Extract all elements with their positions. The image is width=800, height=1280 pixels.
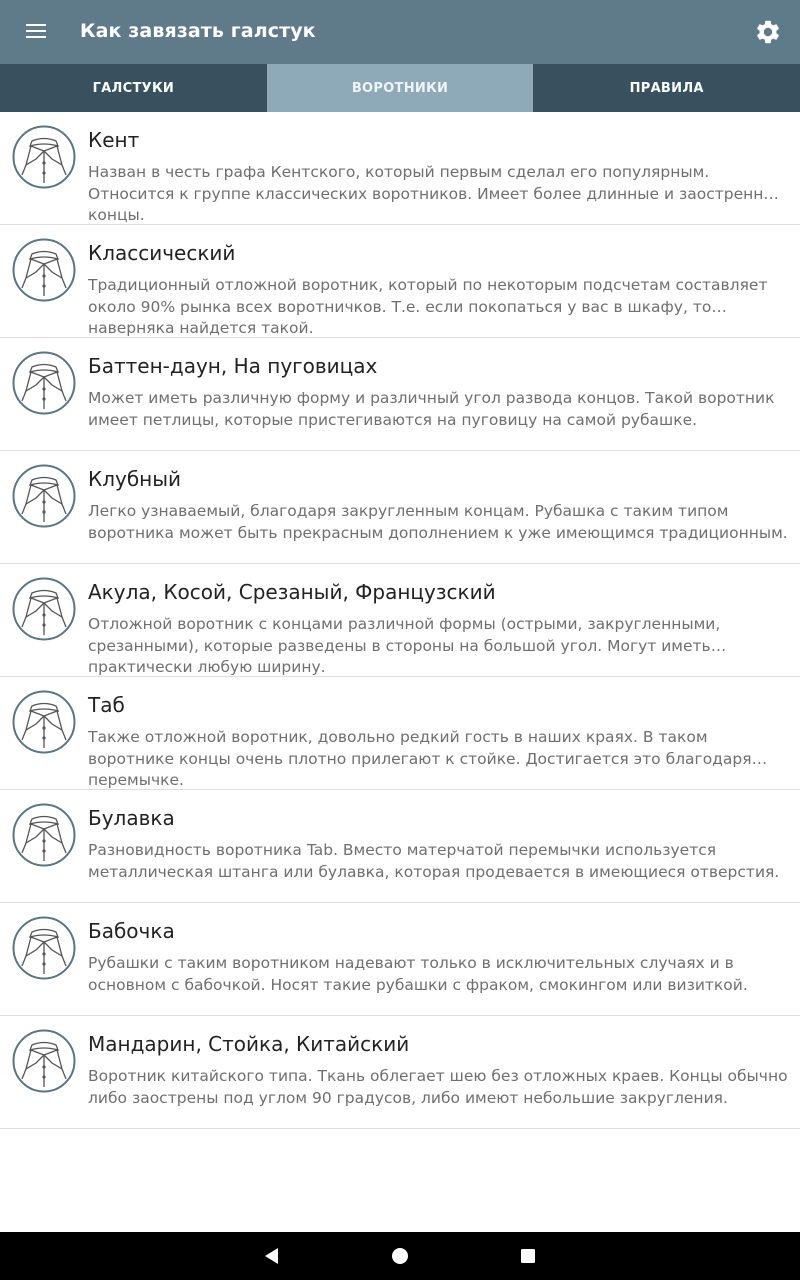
- tab-bar: [0, 64, 800, 112]
- list-item-title: Булавка: [88, 806, 175, 830]
- list-item-title: Таб: [88, 693, 125, 717]
- list-item[interactable]: [0, 1016, 800, 1129]
- list-item[interactable]: [0, 564, 800, 677]
- list-item-description: Воротник китайского типа. Ткань облегает шею без отложных краев. Концы обычно либо заострены под углом 90 градусов, либо имеют небольшие закругления.: [88, 1067, 788, 1107]
- list-item-description: Разновидность воротника Tab. Вместо матерчатой перемычки используется металлическая штанга или булавка, которая продевается в имеющиеся отверстия.: [88, 841, 780, 881]
- list-item-description: Также отложной воротник, довольно редкий гость в наших краях. В таком воротнике концы очень плотно прилегают к стойке. Достигается это благодаря перемычке.: [88, 728, 752, 789]
- home-circle-icon[interactable]: [388, 1244, 412, 1268]
- recents-square-icon[interactable]: [516, 1244, 540, 1268]
- classic-collar-icon: [12, 238, 76, 302]
- collar-list: [0, 112, 800, 1129]
- back-triangle-icon[interactable]: [260, 1244, 284, 1268]
- list-item-title: Кент: [88, 128, 140, 152]
- wing-collar-icon: [12, 916, 76, 980]
- list-item-title: Классический: [88, 241, 236, 265]
- list-item-description: Назван в честь графа Кентского, который первым сделал его популярным. Относится к группе классических воротников. Имеет более длинные и заостренные концы.: [88, 163, 786, 224]
- list-item-title: Бабочка: [88, 919, 175, 943]
- list-item-description: Отложной воротник с концами различной формы (острыми, закругленными, срезанными), которые разведены в стороны на большой угол. Могут иметь практически любую ширину.: [88, 615, 721, 676]
- list-item[interactable]: [0, 677, 800, 790]
- list-item-title: Клубный: [88, 467, 182, 491]
- app-title: Как завязать галстук: [80, 20, 316, 42]
- list-item[interactable]: [0, 112, 800, 225]
- list-item-description: Легко узнаваемый, благодаря закругленным концам. Рубашка с таким типом воротника может быть прекрасным дополнением к уже имеющимся традиционным.: [88, 502, 788, 542]
- tab-collars[interactable]: ВОРОТНИКИ: [267, 64, 534, 112]
- list-item[interactable]: [0, 790, 800, 903]
- list-item-title: Акула, Косой, Срезаный, Французский: [88, 580, 496, 604]
- club-collar-icon: [12, 464, 76, 528]
- list-item-description: Может иметь различную форму и различный угол развода концов. Такой воротник имеет петлицы, которые пристегиваются на пуговицу на самой рубашке.: [88, 389, 775, 429]
- list-item[interactable]: [0, 225, 800, 338]
- kent-collar-icon: [12, 125, 76, 189]
- spread-collar-icon: [12, 577, 76, 641]
- list-item-title: Мандарин, Стойка, Китайский: [88, 1032, 410, 1056]
- hamburger-menu-icon[interactable]: [20, 18, 52, 46]
- button-down-collar-icon: [12, 351, 76, 415]
- tab-rules[interactable]: ПРАВИЛА: [629, 80, 704, 96]
- list-item[interactable]: [0, 903, 800, 1016]
- list-item-title: Баттен-даун, На пуговицах: [88, 354, 378, 378]
- list-item[interactable]: [0, 451, 800, 564]
- app-bar: [0, 0, 800, 64]
- tab-collar-icon: [12, 690, 76, 754]
- list-item-description: Рубашки с таким воротником надевают только в исключительных случаях и в основном с бабочкой. Носят такие рубашки с фраком, смокингом или визиткой.: [88, 954, 748, 994]
- list-item[interactable]: [0, 338, 800, 451]
- list-item-description: Традиционный отложной воротник, который по некоторым подсчетам составляет около 90% рынка всех воротничков. Т.е. если покопаться у вас в шкафу, то наверняка найдется такой.: [88, 276, 768, 337]
- system-nav-bar: [0, 1232, 800, 1280]
- tab-ties[interactable]: ГАЛСТУКИ: [92, 80, 175, 96]
- mandarin-collar-icon: [12, 1029, 76, 1093]
- pin-collar-icon: [12, 803, 76, 867]
- gear-icon[interactable]: [754, 18, 782, 46]
